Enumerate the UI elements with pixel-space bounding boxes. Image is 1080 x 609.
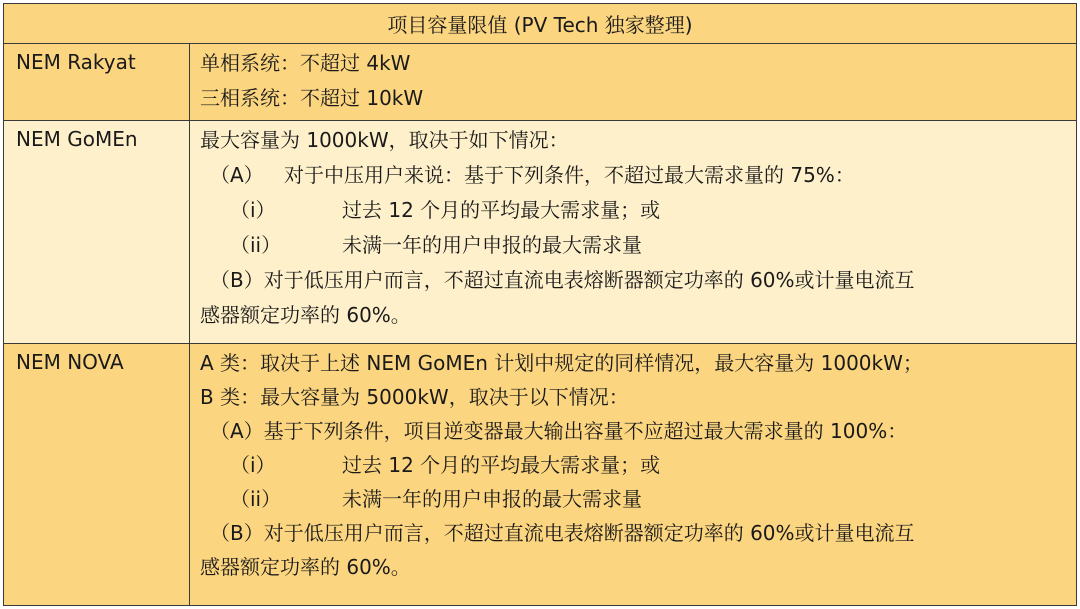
limit-line: （A）基于下列条件，项目逆变器最大输出容量不应超过最大需求量的 100%： <box>210 419 908 443</box>
limit-line: 感器额定功率的 60%。 <box>200 303 411 327</box>
limit-line: （B）对于低压用户而言，不超过直流电表熔断器额定功率的 60%或计量电流互 <box>210 268 915 292</box>
limit-line: A 类：取决于上述 NEM GoMEn 计划中规定的同样情况，最大容量为 1000kW； <box>200 351 923 375</box>
table-row <box>4 344 1077 606</box>
limit-line: （B）对于低压用户而言，不超过直流电表熔断器额定功率的 60%或计量电流互 <box>210 521 915 545</box>
scheme-limits-nem-gomen <box>190 121 1077 344</box>
scheme-limits-nem-nova <box>190 344 1077 606</box>
table-row <box>4 121 1077 344</box>
clause-text: 对于中压用户来说：基于下列条件，不超过最大需求量的 75%： <box>284 163 855 187</box>
scheme-name-nem-gomen: NEM GoMEn <box>4 121 190 344</box>
clause-marker: （i） <box>230 198 276 222</box>
clause-text: 未满一年的用户申报的最大需求量 <box>342 233 642 257</box>
clause-text: 未满一年的用户申报的最大需求量 <box>342 487 642 511</box>
capacity-limit-table <box>3 3 1077 606</box>
clause-text: 过去 12 个月的平均最大需求量；或 <box>342 198 661 222</box>
limit-line <box>200 482 1076 516</box>
limit-line: B 类：最大容量为 5000kW，取决于以下情况： <box>200 385 629 409</box>
limit-line <box>200 193 1076 228</box>
table-title: 项目容量限值 (PV Tech 独家整理) <box>4 4 1077 44</box>
scheme-limits-nem-rakyat <box>190 44 1077 121</box>
clause-marker: （i） <box>230 453 276 477</box>
clause-marker: （ii） <box>230 487 282 511</box>
table-header-row <box>4 4 1077 44</box>
limit-line: 最大容量为 1000kW，取决于如下情况： <box>200 128 569 152</box>
limit-line <box>200 448 1076 482</box>
limit-line: 单相系统：不超过 4kW <box>200 51 411 75</box>
limit-line <box>200 228 1076 263</box>
limit-line: 感器额定功率的 60%。 <box>200 555 411 579</box>
clause-text: 过去 12 个月的平均最大需求量；或 <box>342 453 661 477</box>
scheme-name-nem-nova: NEM NOVA <box>4 344 190 606</box>
table-row <box>4 44 1077 121</box>
limit-line: 三相系统：不超过 10kW <box>200 86 424 110</box>
scheme-name-nem-rakyat: NEM Rakyat <box>4 44 190 121</box>
limit-line <box>200 158 1076 193</box>
clause-marker: （ii） <box>230 233 282 257</box>
clause-marker: （A） <box>210 163 264 187</box>
